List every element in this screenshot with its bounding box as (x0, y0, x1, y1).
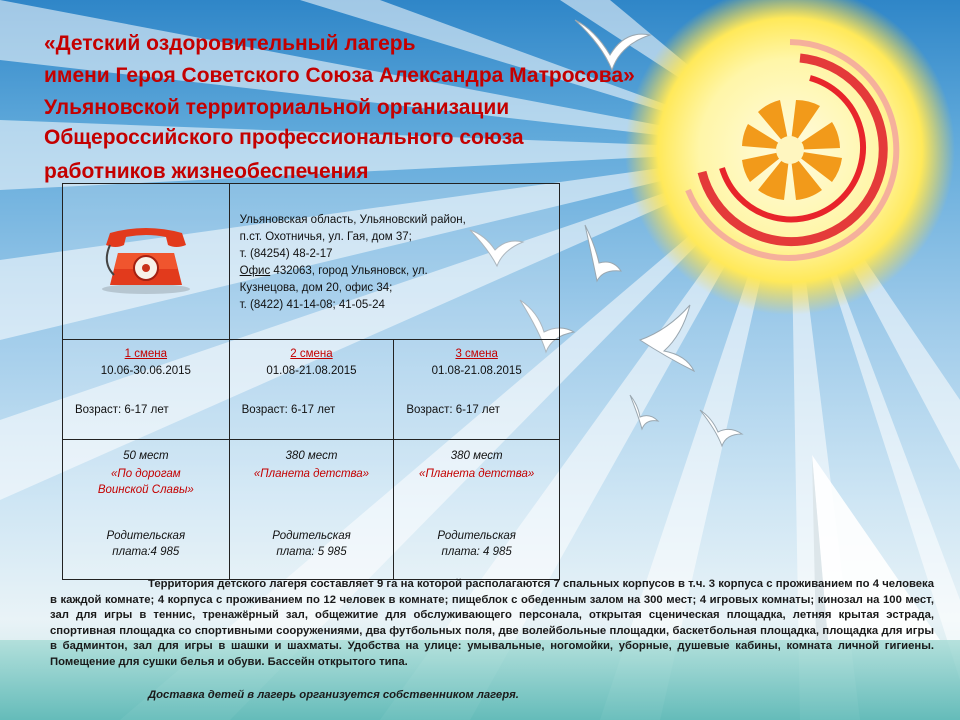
shift-3-cell (394, 340, 560, 440)
title-line-4: Общероссийского профессионального союза (44, 126, 524, 149)
program-2-cell (229, 440, 394, 580)
shift-2-cell (229, 340, 394, 440)
shift-1-name: 1 смена (124, 348, 168, 360)
contacts-cell (229, 184, 559, 340)
office-label: Офис (239, 265, 271, 277)
program-3-name: «Планета детства» (419, 468, 535, 480)
title-line-2: имени Героя Советского Союза Александра Матросова» (44, 64, 635, 87)
program-3-fee: Родительская плата: 4 985 (437, 530, 516, 558)
office-address-part1: 432063, город Ульяновск, ул. (270, 265, 428, 277)
shift-1-age: Возраст: 6-17 лет (75, 404, 169, 416)
shift-3-age: Возраст: 6-17 лет (406, 404, 500, 416)
shift-1-cell (63, 340, 230, 440)
phone-1: т. (84254) 48-2-17 (239, 248, 333, 260)
program-1-name: «По дорогам Воинской Славы» (97, 468, 194, 496)
shift-3-dates: 01.08-21.08.2015 (431, 365, 522, 377)
shift-1-dates: 10.06-30.06.2015 (100, 365, 191, 377)
shift-3-name: 3 смена (455, 348, 498, 360)
camp-info-table (62, 183, 560, 580)
shift-2-age: Возраст: 6-17 лет (241, 404, 336, 416)
territory-description: Территория детского лагеря составляет 9 га на которой располагаются 7 спальных корпусов в т.ч. 3 корпуса с проживанием по 4 человека в каждой комнате; 4 корпуса с проживанием по 12 человек в комнате; пищеблок с обеденным залом на 300 мест; 4 игровых комнаты; кинозал на 100 мест, зал для игры в теннис, тренажёрный зал, общежитие для обслуживающего персонала, открытая сценическая площадка, летняя крытая эстрада, спортивная площадка со спортивными сооружениями, два футбольных поля, две волейбольные площадки, баскетбольная площадка, площадка для игры в бадминтон, зал для игры в шашки и шахматы. Удобства на улице: умывальные, ногомойки, уборные, душевые кабины, комната личной гигиены. Помещение для сушки белья и обуви. Бассейн открытого типа. (50, 578, 934, 668)
address-line-2: п.ст. Охотничья, ул. Гая, дом 37; (239, 231, 412, 243)
telephone-icon (96, 223, 196, 295)
phone-icon-cell (63, 184, 230, 340)
office-address-part2: Кузнецова, дом 20, офис 34; (239, 282, 393, 294)
phone-2: т. (8422) 41-14-08; 41-05-24 (239, 299, 385, 311)
shift-2-name: 2 смена (290, 348, 333, 360)
title-line-5: работников жизнеобеспечения (44, 160, 369, 183)
program-1-cell (63, 440, 230, 580)
program-2-fee: Родительская плата: 5 985 (272, 530, 351, 558)
title-line-3: Ульяновской территориальной организации (44, 96, 510, 119)
delivery-note: Доставка детей в лагерь организуется собственником лагеря. (148, 689, 519, 701)
program-2-places: 380 мест (285, 450, 338, 462)
program-2-name: «Планета детства» (253, 468, 370, 480)
address-line-1: Ульяновская область, Ульяновский район, (239, 214, 466, 226)
title-line-1: «Детский оздоровительный лагерь (44, 32, 416, 55)
shift-2-dates: 01.08-21.08.2015 (266, 365, 357, 377)
program-3-places: 380 мест (450, 450, 503, 462)
office-address (240, 263, 551, 280)
program-3-cell (394, 440, 560, 580)
program-1-fee: Родительская плата:4 985 (106, 530, 186, 558)
program-1-places: 50 мест (123, 450, 169, 462)
